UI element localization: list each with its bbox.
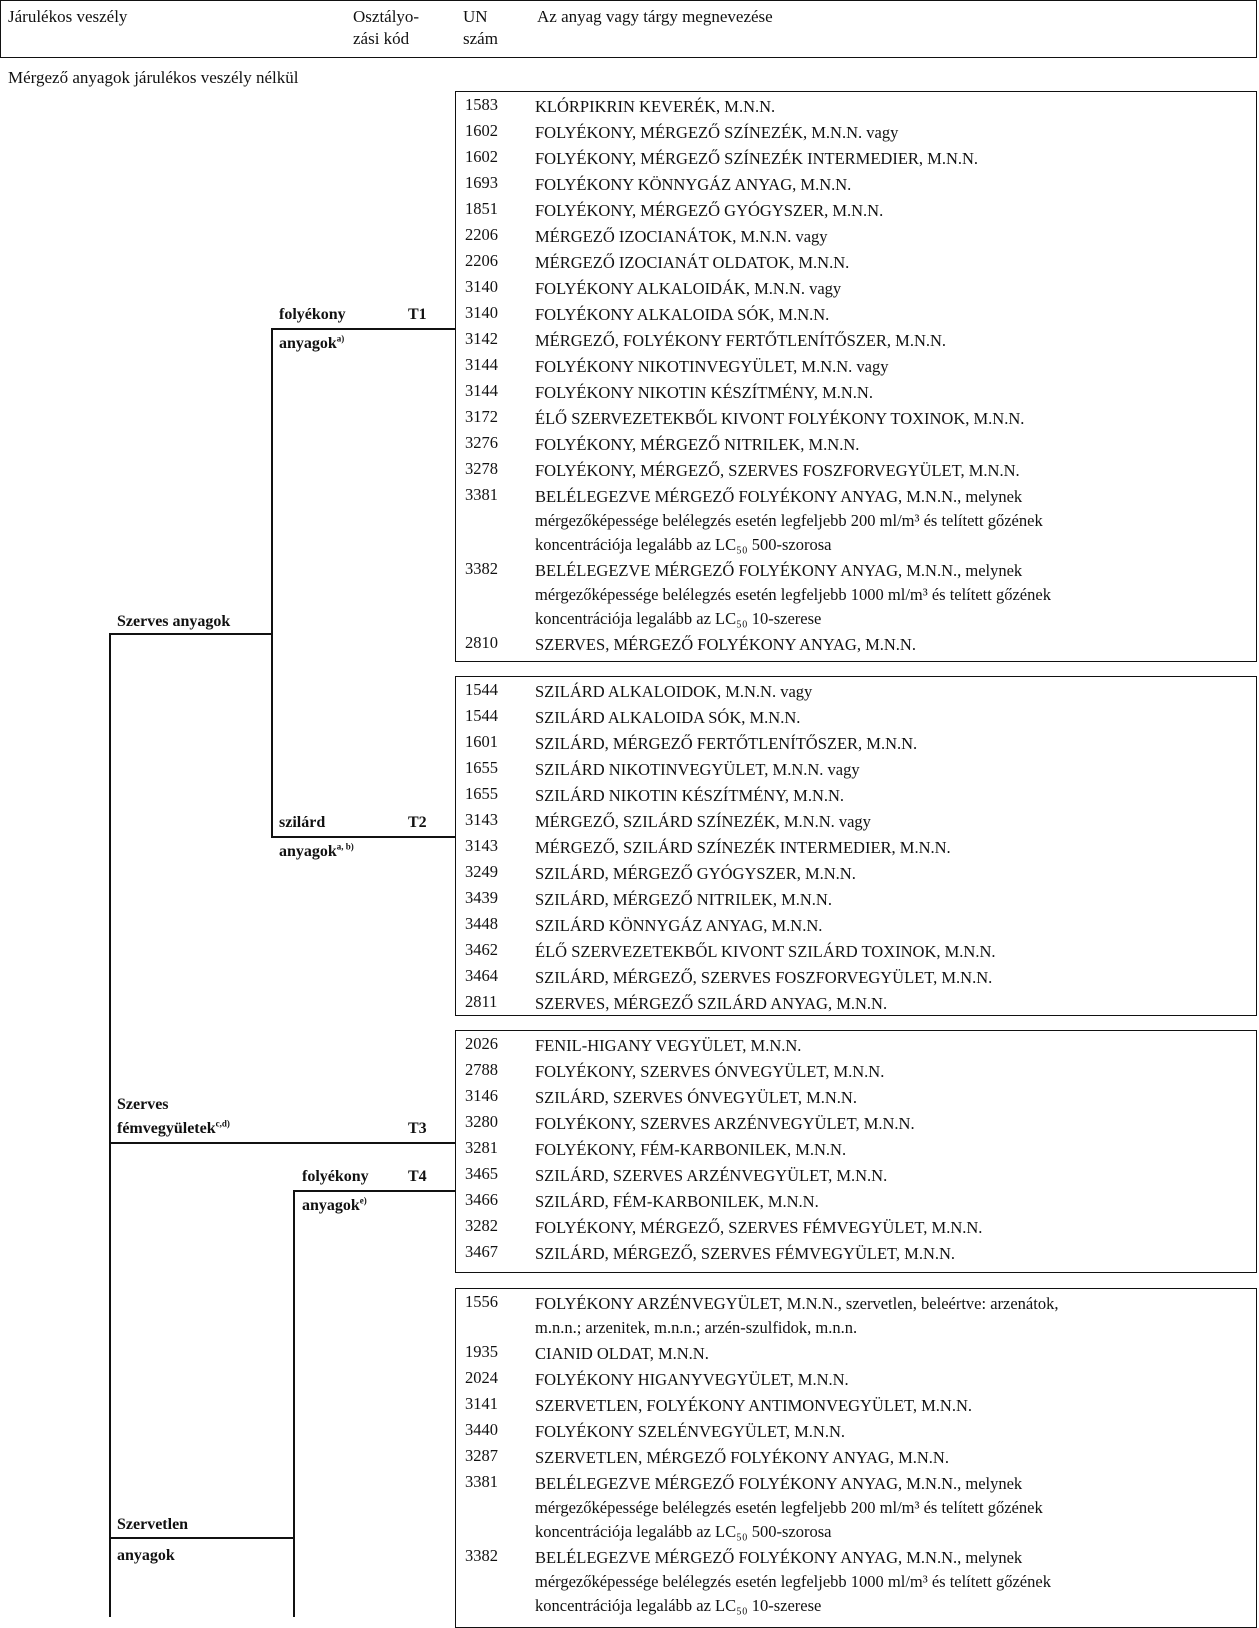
un-number: 3144: [465, 355, 498, 374]
substance-name-line: FOLYÉKONY HIGANYVEGYÜLET, M.N.N.: [535, 1370, 849, 1389]
substance-name: [535, 680, 812, 704]
substance-name-line: koncentrációja legalább az LC₅₀ 10-szerese: [535, 609, 822, 628]
substance-name-line: SZILÁRD, FÉM-KARBONILEK, M.N.N.: [535, 1192, 819, 1211]
tree-line-szerves: [109, 633, 272, 635]
substance-name: [535, 758, 860, 782]
branch-label-t1-line1: folyékony: [279, 306, 346, 323]
substance-name-line: KLÓRPIKRIN KEVERÉK, M.N.N.: [535, 97, 776, 116]
un-number: 3141: [465, 1394, 498, 1413]
substance-name-line: MÉRGEZŐ, SZILÁRD SZÍNEZÉK, M.N.N. vagy: [535, 812, 871, 831]
substance-name: [535, 433, 859, 457]
tree-vertical-inorganic: [293, 1190, 295, 1617]
un-number: 1544: [465, 706, 498, 725]
substance-name: [535, 173, 851, 197]
substance-name: [535, 810, 871, 834]
substance-name: [535, 1394, 972, 1418]
un-number: 2810: [465, 633, 498, 652]
substance-name-line: koncentrációja legalább az LC₅₀ 500-szorosa: [535, 1522, 832, 1541]
un-number: 3249: [465, 862, 498, 881]
substance-name: [535, 1420, 845, 1444]
substance-name-line: SZILÁRD, SZERVES ARZÉNVEGYÜLET, M.N.N.: [535, 1166, 888, 1185]
substance-name-line: mérgezőképessége belélegzés esetén legfeljebb 200 ml/m³ és telített gőzének: [535, 511, 1043, 530]
header-col-code-1: Osztályo-: [353, 7, 420, 26]
substance-name-line: MÉRGEZŐ IZOCIANÁTOK, M.N.N. vagy: [535, 227, 828, 246]
branch-label-t2-line1: szilárd: [279, 814, 326, 831]
substance-name-line: m.n.n.; arzenitek, m.n.n.; arzén-szulfidok, m.n.n.: [535, 1318, 858, 1337]
branch-label-szervetlen-1: Szervetlen: [117, 1516, 189, 1533]
branch-t2-text: anyagok: [279, 843, 337, 860]
un-number: 3143: [465, 836, 498, 855]
branch-label-szervetlen-2: anyagok: [117, 1547, 175, 1564]
substance-name: [535, 485, 1043, 557]
substance-name: [535, 1138, 846, 1162]
tree-line-t2: [271, 836, 456, 838]
substance-name-line: FOLYÉKONY, FÉM-KARBONILEK, M.N.N.: [535, 1140, 847, 1159]
substance-name: [535, 732, 917, 756]
substance-name-line: FOLYÉKONY, MÉRGEZŐ, SZERVES FOSZFORVEGYÜLET, M.N.N.: [535, 461, 1020, 480]
tree-vertical-organic: [271, 328, 273, 837]
substance-name: [535, 633, 916, 657]
branch-label-szerves: Szerves anyagok: [117, 613, 231, 630]
substance-name-line: SZERVES, MÉRGEZŐ SZILÁRD ANYAG, M.N.N.: [535, 994, 888, 1013]
un-number: 1851: [465, 199, 498, 218]
un-number: 1544: [465, 680, 498, 699]
substance-name-line: ÉLŐ SZERVEZETEKBŐL KIVONT SZILÁRD TOXINOK, M.N.N.: [535, 942, 996, 961]
substance-name: [535, 225, 828, 249]
substance-name: [535, 251, 849, 275]
branch-label-t2-line2: [279, 842, 354, 862]
un-number: 3276: [465, 433, 498, 452]
un-number: 1693: [465, 173, 498, 192]
substance-name-line: koncentrációja legalább az LC₅₀ 500-szorosa: [535, 535, 832, 554]
un-number: 3146: [465, 1086, 498, 1105]
substance-name-line: SZILÁRD ALKALOIDOK, M.N.N. vagy: [535, 682, 813, 701]
substance-name: [535, 459, 1020, 483]
substance-name-line: MÉRGEZŐ IZOCIANÁT OLDATOK, M.N.N.: [535, 253, 850, 272]
un-number: 3140: [465, 303, 498, 322]
branch-label-t4-line1: folyékony: [302, 1168, 369, 1185]
substance-name: [535, 992, 887, 1016]
tree-line-t4: [293, 1190, 456, 1192]
substance-name: [535, 1112, 915, 1136]
substance-name-line: mérgezőképessége belélegzés esetén legfeljebb 1000 ml/m³ és telített gőzének: [535, 585, 1051, 604]
branch-szerves-fem-footnote: c,d): [215, 1118, 230, 1129]
substance-name-line: SZILÁRD ALKALOIDA SÓK, M.N.N.: [535, 708, 801, 727]
tree-trunk-line: [109, 633, 111, 1617]
code-t3: T3: [408, 1120, 427, 1137]
header-col-name: Az anyag vagy tárgy megnevezése: [537, 7, 773, 26]
substance-name: [535, 784, 844, 808]
substance-name-line: SZILÁRD, SZERVES ÓNVEGYÜLET, M.N.N.: [535, 1088, 857, 1107]
un-number: 1935: [465, 1342, 498, 1361]
un-number: 3462: [465, 940, 498, 959]
un-number: 3140: [465, 277, 498, 296]
substance-name-line: BELÉLEGEZVE MÉRGEZŐ FOLYÉKONY ANYAG, M.N.N., melynek: [535, 561, 1023, 580]
substance-name: [535, 355, 889, 379]
un-number: 3381: [465, 485, 498, 504]
substance-name-line: CIANID OLDAT, M.N.N.: [535, 1344, 709, 1363]
un-number: 3440: [465, 1420, 498, 1439]
un-number: 3282: [465, 1216, 498, 1235]
substance-name-line: FOLYÉKONY ALKALOIDA SÓK, M.N.N.: [535, 305, 830, 324]
substance-name-line: SZERVETLEN, MÉRGEZŐ FOLYÉKONY ANYAG, M.N.N.: [535, 1448, 949, 1467]
header-col-un-2: szám: [463, 29, 498, 48]
substance-name: [535, 1446, 949, 1470]
substance-name-line: FOLYÉKONY SZELÉNVEGYÜLET, M.N.N.: [535, 1422, 845, 1441]
substance-name-line: FENIL-HIGANY VEGYÜLET, M.N.N.: [535, 1036, 802, 1055]
un-number: 3281: [465, 1138, 498, 1157]
substance-name: [535, 1034, 801, 1058]
branch-t4-text: anyagok: [302, 1197, 360, 1214]
substance-name-line: BELÉLEGEZVE MÉRGEZŐ FOLYÉKONY ANYAG, M.N.N., melynek: [535, 487, 1023, 506]
tree-line-t3: [109, 1142, 456, 1144]
substance-name: [535, 95, 775, 119]
substance-name-line: mérgezőképessége belélegzés esetén legfeljebb 1000 ml/m³ és telített gőzének: [535, 1572, 1051, 1591]
substance-name-line: FOLYÉKONY, MÉRGEZŐ GYÓGYSZER, M.N.N.: [535, 201, 884, 220]
un-number: 3439: [465, 888, 498, 907]
substance-name-line: SZERVETLEN, FOLYÉKONY ANTIMONVEGYÜLET, M.N.N.: [535, 1396, 972, 1415]
un-number: 2024: [465, 1368, 498, 1387]
un-number: 1655: [465, 758, 498, 777]
un-number: 1655: [465, 784, 498, 803]
substance-name-line: SZILÁRD, MÉRGEZŐ NITRILEK, M.N.N.: [535, 890, 832, 909]
branch-t2-footnote: a, b): [336, 841, 354, 852]
substance-name-line: SZILÁRD, MÉRGEZŐ, SZERVES FÉMVEGYÜLET, M.N.N.: [535, 1244, 956, 1263]
substance-name: [535, 914, 822, 938]
substance-name: [535, 1242, 955, 1266]
code-t4: T4: [408, 1168, 427, 1185]
substance-name: [535, 888, 832, 912]
substance-name-line: FOLYÉKONY, MÉRGEZŐ SZÍNEZÉK INTERMEDIER, M.N.N.: [535, 149, 979, 168]
header-col-un-1: UN: [463, 7, 488, 26]
substance-name: [535, 862, 856, 886]
un-number: 1556: [465, 1292, 498, 1311]
substance-name-line: FOLYÉKONY, SZERVES ARZÉNVEGYÜLET, M.N.N.: [535, 1114, 915, 1133]
un-number: 3143: [465, 810, 498, 829]
code-t2: T2: [408, 814, 427, 831]
un-number: 3278: [465, 459, 498, 478]
un-number: 3382: [465, 559, 498, 578]
substance-name: [535, 1086, 857, 1110]
un-number: 1602: [465, 147, 498, 166]
substance-name: [535, 966, 992, 990]
branch-t1-text: anyagok: [279, 335, 337, 352]
substance-name-line: BELÉLEGEZVE MÉRGEZŐ FOLYÉKONY ANYAG, M.N.N., melynek: [535, 1474, 1023, 1493]
substance-name: [535, 1216, 982, 1240]
substance-name: [535, 1190, 819, 1214]
branch-label-t4-line2: [302, 1196, 367, 1216]
substance-name: [535, 407, 1024, 431]
substance-name: [535, 199, 883, 223]
substance-name-line: FOLYÉKONY, MÉRGEZŐ, SZERVES FÉMVEGYÜLET, M.N.N.: [535, 1218, 983, 1237]
branch-label-szerves-fem-1: Szerves: [117, 1096, 169, 1113]
substance-name: [535, 940, 996, 964]
un-number: 2811: [465, 992, 498, 1011]
un-number: 3466: [465, 1190, 498, 1209]
substance-name: [535, 1472, 1043, 1544]
substance-name-line: BELÉLEGEZVE MÉRGEZŐ FOLYÉKONY ANYAG, M.N.N., melynek: [535, 1548, 1023, 1567]
substance-name-line: MÉRGEZŐ, SZILÁRD SZÍNEZÉK INTERMEDIER, M.N.N.: [535, 838, 951, 857]
un-number: 3382: [465, 1546, 498, 1565]
un-number: 2026: [465, 1034, 498, 1053]
substance-name: [535, 277, 841, 301]
substance-name: [535, 381, 873, 405]
un-number: 1601: [465, 732, 498, 751]
substance-name-line: SZILÁRD KÖNNYGÁZ ANYAG, M.N.N.: [535, 916, 823, 935]
substance-name: [535, 147, 978, 171]
substance-name-line: SZILÁRD NIKOTIN KÉSZÍTMÉNY, M.N.N.: [535, 786, 845, 805]
substance-name: [535, 303, 829, 327]
un-number: 3467: [465, 1242, 498, 1261]
branch-label-t1-line2: [279, 334, 344, 354]
un-number: 1583: [465, 95, 498, 114]
un-number: 2206: [465, 251, 498, 270]
substance-name: [535, 121, 898, 145]
substance-name-line: ÉLŐ SZERVEZETEKBŐL KIVONT FOLYÉKONY TOXINOK, M.N.N.: [535, 409, 1025, 428]
substance-name: [535, 1164, 887, 1188]
substance-name-line: FOLYÉKONY NIKOTIN KÉSZÍTMÉNY, M.N.N.: [535, 383, 873, 402]
substance-name: [535, 559, 1051, 631]
branch-t4-footnote: e): [359, 1195, 367, 1206]
substance-name-line: SZILÁRD, MÉRGEZŐ FERTŐTLENÍTŐSZER, M.N.N.: [535, 734, 918, 753]
substance-name-line: FOLYÉKONY ARZÉNVEGYÜLET, M.N.N., szervetlen, beleértve: arzenátok,: [535, 1294, 1059, 1313]
un-number: 1602: [465, 121, 498, 140]
substance-name-line: mérgezőképessége belélegzés esetén legfeljebb 200 ml/m³ és telített gőzének: [535, 1498, 1043, 1517]
substance-name: [535, 1060, 884, 1084]
un-number: 3465: [465, 1164, 498, 1183]
substance-name: [535, 1546, 1051, 1618]
substance-name-line: FOLYÉKONY, MÉRGEZŐ NITRILEK, M.N.N.: [535, 435, 860, 454]
substance-name-line: FOLYÉKONY NIKOTINVEGYÜLET, M.N.N. vagy: [535, 357, 889, 376]
section-title: Mérgező anyagok járulékos veszély nélkül: [8, 68, 299, 87]
un-number: 3280: [465, 1112, 498, 1131]
substance-name-line: FOLYÉKONY, SZERVES ÓNVEGYÜLET, M.N.N.: [535, 1062, 885, 1081]
substance-name: [535, 329, 946, 353]
un-number: 2788: [465, 1060, 498, 1079]
un-number: 3172: [465, 407, 498, 426]
substance-name-line: FOLYÉKONY ALKALOIDÁK, M.N.N. vagy: [535, 279, 842, 298]
substance-name: [535, 1292, 1058, 1340]
branch-szerves-fem-text: fémvegyületek: [117, 1120, 216, 1137]
substance-name-line: MÉRGEZŐ, FOLYÉKONY FERTŐTLENÍTŐSZER, M.N.N.: [535, 331, 947, 350]
substance-name-line: FOLYÉKONY KÖNNYGÁZ ANYAG, M.N.N.: [535, 175, 852, 194]
un-number: 3287: [465, 1446, 498, 1465]
un-number: 3448: [465, 914, 498, 933]
un-number: 3381: [465, 1472, 498, 1491]
un-number: 3144: [465, 381, 498, 400]
code-t1: T1: [408, 306, 427, 323]
substance-name: [535, 706, 800, 730]
un-number: 2206: [465, 225, 498, 244]
un-number: 3142: [465, 329, 498, 348]
substance-name-line: SZILÁRD, MÉRGEZŐ, SZERVES FOSZFORVEGYÜLET, M.N.N.: [535, 968, 993, 987]
un-number: 3464: [465, 966, 498, 985]
header-col-code-2: zási kód: [353, 29, 410, 48]
substance-name-line: koncentrációja legalább az LC₅₀ 10-szerese: [535, 1596, 822, 1615]
substance-name-line: SZERVES, MÉRGEZŐ FOLYÉKONY ANYAG, M.N.N.: [535, 635, 916, 654]
substance-name-line: FOLYÉKONY, MÉRGEZŐ SZÍNEZÉK, M.N.N. vagy: [535, 123, 899, 142]
substance-name: [535, 1342, 709, 1366]
tree-line-szervetlen: [109, 1537, 294, 1539]
branch-label-szerves-fem-2: [117, 1119, 230, 1139]
substance-name: [535, 836, 951, 860]
substance-name-line: SZILÁRD, MÉRGEZŐ GYÓGYSZER, M.N.N.: [535, 864, 856, 883]
substance-name-line: SZILÁRD NIKOTINVEGYÜLET, M.N.N. vagy: [535, 760, 860, 779]
branch-t1-footnote: a): [336, 333, 345, 344]
tree-line-t1: [271, 328, 456, 330]
header-col-hazard: Járulékos veszély: [8, 7, 128, 26]
substance-name: [535, 1368, 849, 1392]
